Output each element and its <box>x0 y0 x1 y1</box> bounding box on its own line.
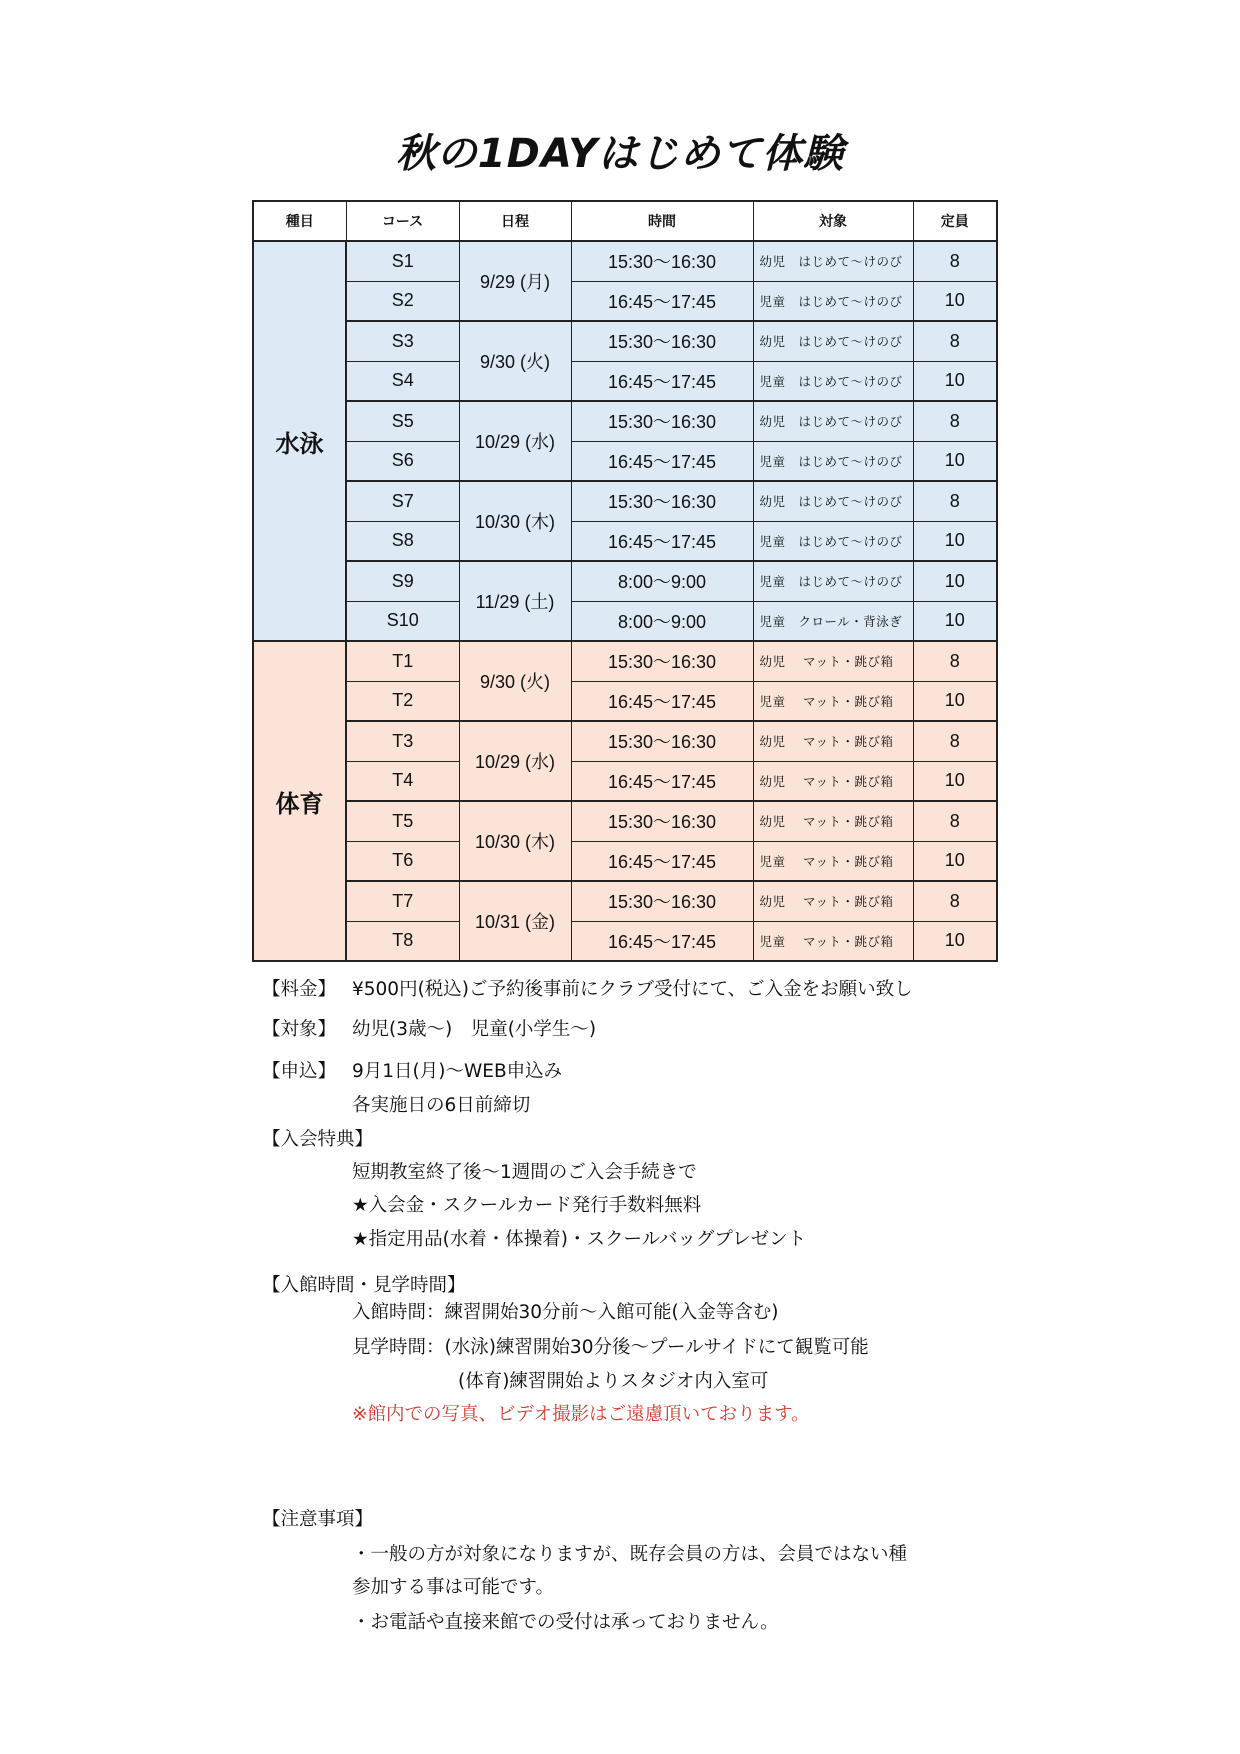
time-cell: 16:45〜17:45 <box>571 361 753 401</box>
apply-label: 【申込】 <box>262 1061 337 1082</box>
visit-line-1: 入館時間：練習開始30分前〜入館可能(入金等含む) <box>352 1302 779 1323</box>
table-row <box>253 241 997 281</box>
time-cell: 16:45〜17:45 <box>571 441 753 481</box>
course-cell: T5 <box>346 801 459 841</box>
target-cell: 幼児 マット・跳び箱 <box>753 801 913 841</box>
course-cell: S6 <box>346 441 459 481</box>
target-cell: 児童 マット・跳び箱 <box>753 841 913 881</box>
course-cell: T3 <box>346 721 459 761</box>
table-row <box>253 921 997 961</box>
time-cell: 15:30〜16:30 <box>571 721 753 761</box>
course-cell: S9 <box>346 561 459 601</box>
date-cell: 10/31 (金) <box>459 881 571 961</box>
capacity-cell: 10 <box>913 681 997 721</box>
apply-text: 9月1日(月)〜WEB申込み <box>352 1061 563 1082</box>
target-cell: 幼児 はじめて〜けのび <box>753 321 913 361</box>
target-cell: 児童 はじめて〜けのび <box>753 281 913 321</box>
capacity-cell: 10 <box>913 361 997 401</box>
date-cell: 9/30 (火) <box>459 321 571 401</box>
capacity-cell: 8 <box>913 321 997 361</box>
caution-line-2: 参加する事は可能です。 <box>352 1577 555 1598</box>
date-cell: 9/29 (月) <box>459 241 571 321</box>
target-cell: 幼児 マット・跳び箱 <box>753 641 913 681</box>
caution-heading: 【注意事項】 <box>262 1509 374 1530</box>
visit-line-3: (体育)練習開始よりスタジオ内入室可 <box>458 1371 769 1392</box>
table-row <box>253 521 997 561</box>
course-cell: S4 <box>346 361 459 401</box>
table-row <box>253 721 997 761</box>
time-cell: 15:30〜16:30 <box>571 321 753 361</box>
header-cell: 定員 <box>913 201 997 241</box>
table-row <box>253 321 997 361</box>
capacity-cell: 10 <box>913 841 997 881</box>
time-cell: 16:45〜17:45 <box>571 281 753 321</box>
target-label: 【対象】 <box>262 1019 337 1040</box>
capacity-cell: 8 <box>913 881 997 921</box>
benefit-line-1: 短期教室終了後〜1週間のご入会手続きで <box>352 1162 697 1183</box>
date-cell: 10/29 (水) <box>459 721 571 801</box>
capacity-cell: 10 <box>913 601 997 641</box>
visit-line-2: 見学時間：(水泳)練習開始30分後〜プールサイドにて観覧可能 <box>352 1337 869 1358</box>
category-cell: 水泳 <box>253 241 346 641</box>
target-cell: 児童 マット・跳び箱 <box>753 921 913 961</box>
course-cell: S1 <box>346 241 459 281</box>
target-line <box>262 1020 596 1040</box>
table-row <box>253 441 997 481</box>
course-cell: T8 <box>346 921 459 961</box>
time-cell: 16:45〜17:45 <box>571 841 753 881</box>
target-cell: 児童 マット・跳び箱 <box>753 681 913 721</box>
table-row <box>253 681 997 721</box>
photo-note: ※館内での写真、ビデオ撮影はご遠慮頂いております。 <box>352 1404 810 1425</box>
table-row <box>253 401 997 441</box>
target-cell: 幼児 はじめて〜けのび <box>753 241 913 281</box>
course-cell: T4 <box>346 761 459 801</box>
course-cell: T1 <box>346 641 459 681</box>
capacity-cell: 10 <box>913 561 997 601</box>
category-cell: 体育 <box>253 641 346 961</box>
capacity-cell: 8 <box>913 721 997 761</box>
capacity-cell: 10 <box>913 521 997 561</box>
table-row <box>253 881 997 921</box>
target-cell: 児童 はじめて〜けのび <box>753 441 913 481</box>
capacity-cell: 10 <box>913 921 997 961</box>
capacity-cell: 8 <box>913 401 997 441</box>
benefit-line-2: ★入会金・スクールカード発行手数料無料 <box>352 1195 702 1216</box>
capacity-cell: 8 <box>913 481 997 521</box>
date-cell: 10/29 (水) <box>459 401 571 481</box>
apply-deadline: 各実施日の6日前締切 <box>352 1095 531 1116</box>
course-cell: T7 <box>346 881 459 921</box>
table-row <box>253 801 997 841</box>
capacity-cell: 8 <box>913 801 997 841</box>
header-cell: 日程 <box>459 201 571 241</box>
time-cell: 8:00〜9:00 <box>571 561 753 601</box>
time-cell: 15:30〜16:30 <box>571 641 753 681</box>
capacity-cell: 10 <box>913 761 997 801</box>
target-cell: 児童 はじめて〜けのび <box>753 521 913 561</box>
course-cell: S7 <box>346 481 459 521</box>
capacity-cell: 8 <box>913 241 997 281</box>
target-cell: 幼児 はじめて〜けのび <box>753 401 913 441</box>
benefit-line-3: ★指定用品(水着・体操着)・スクールバッグプレゼント <box>352 1229 807 1250</box>
course-cell: S3 <box>346 321 459 361</box>
target-cell: 児童 はじめて〜けのび <box>753 561 913 601</box>
time-cell: 16:45〜17:45 <box>571 761 753 801</box>
time-cell: 16:45〜17:45 <box>571 921 753 961</box>
table-row <box>253 601 997 641</box>
visit-heading: 【入館時間・見学時間】 <box>262 1275 466 1296</box>
table-row <box>253 361 997 401</box>
time-cell: 15:30〜16:30 <box>571 401 753 441</box>
header-cell: 対象 <box>753 201 913 241</box>
caution-line-1: ・一般の方が対象になりますが、既存会員の方は、会員ではない種 <box>352 1544 908 1565</box>
target-cell: 幼児 はじめて〜けのび <box>753 481 913 521</box>
apply-line <box>262 1062 562 1082</box>
caution-line-3: ・お電話や直接来館での受付は承っておりません。 <box>352 1612 779 1633</box>
capacity-cell: 10 <box>913 441 997 481</box>
time-cell: 16:45〜17:45 <box>571 681 753 721</box>
course-cell: T6 <box>346 841 459 881</box>
course-cell: S8 <box>346 521 459 561</box>
time-cell: 8:00〜9:00 <box>571 601 753 641</box>
date-cell: 10/30 (木) <box>459 481 571 561</box>
date-cell: 9/30 (火) <box>459 641 571 721</box>
date-cell: 10/30 (木) <box>459 801 571 881</box>
header-cell: 時間 <box>571 201 753 241</box>
course-cell: T2 <box>346 681 459 721</box>
header-cell: コース <box>346 201 459 241</box>
target-cell: 児童 はじめて〜けのび <box>753 361 913 401</box>
capacity-cell: 8 <box>913 641 997 681</box>
target-cell: 幼児 マット・跳び箱 <box>753 721 913 761</box>
header-cell: 種目 <box>253 201 346 241</box>
time-cell: 15:30〜16:30 <box>571 801 753 841</box>
time-cell: 15:30〜16:30 <box>571 241 753 281</box>
table-row <box>253 841 997 881</box>
time-cell: 15:30〜16:30 <box>571 881 753 921</box>
course-cell: S5 <box>346 401 459 441</box>
page-title: 秋の1DAYはじめて体験 <box>395 131 845 177</box>
time-cell: 15:30〜16:30 <box>571 481 753 521</box>
fee-text: ¥500円(税込)ご予約後事前にクラブ受付にて、ご入金をお願い致し <box>352 979 913 1000</box>
benefit-heading: 【入会特典】 <box>262 1129 374 1150</box>
table-header-row <box>253 201 997 241</box>
time-cell: 16:45〜17:45 <box>571 521 753 561</box>
target-text: 幼児(3歳〜) 児童(小学生〜) <box>352 1019 597 1040</box>
fee-label: 【料金】 <box>262 979 337 1000</box>
table-row <box>253 281 997 321</box>
table-row <box>253 641 997 681</box>
course-cell: S10 <box>346 601 459 641</box>
target-cell: 児童 クロール・背泳ぎ <box>753 601 913 641</box>
table-row <box>253 761 997 801</box>
target-cell: 幼児 マット・跳び箱 <box>753 881 913 921</box>
date-cell: 11/29 (土) <box>459 561 571 641</box>
table-row <box>253 481 997 521</box>
target-cell: 幼児 マット・跳び箱 <box>753 761 913 801</box>
capacity-cell: 10 <box>913 281 997 321</box>
schedule-table <box>252 200 998 962</box>
table-row <box>253 561 997 601</box>
fee-line <box>262 980 913 1000</box>
course-cell: S2 <box>346 281 459 321</box>
